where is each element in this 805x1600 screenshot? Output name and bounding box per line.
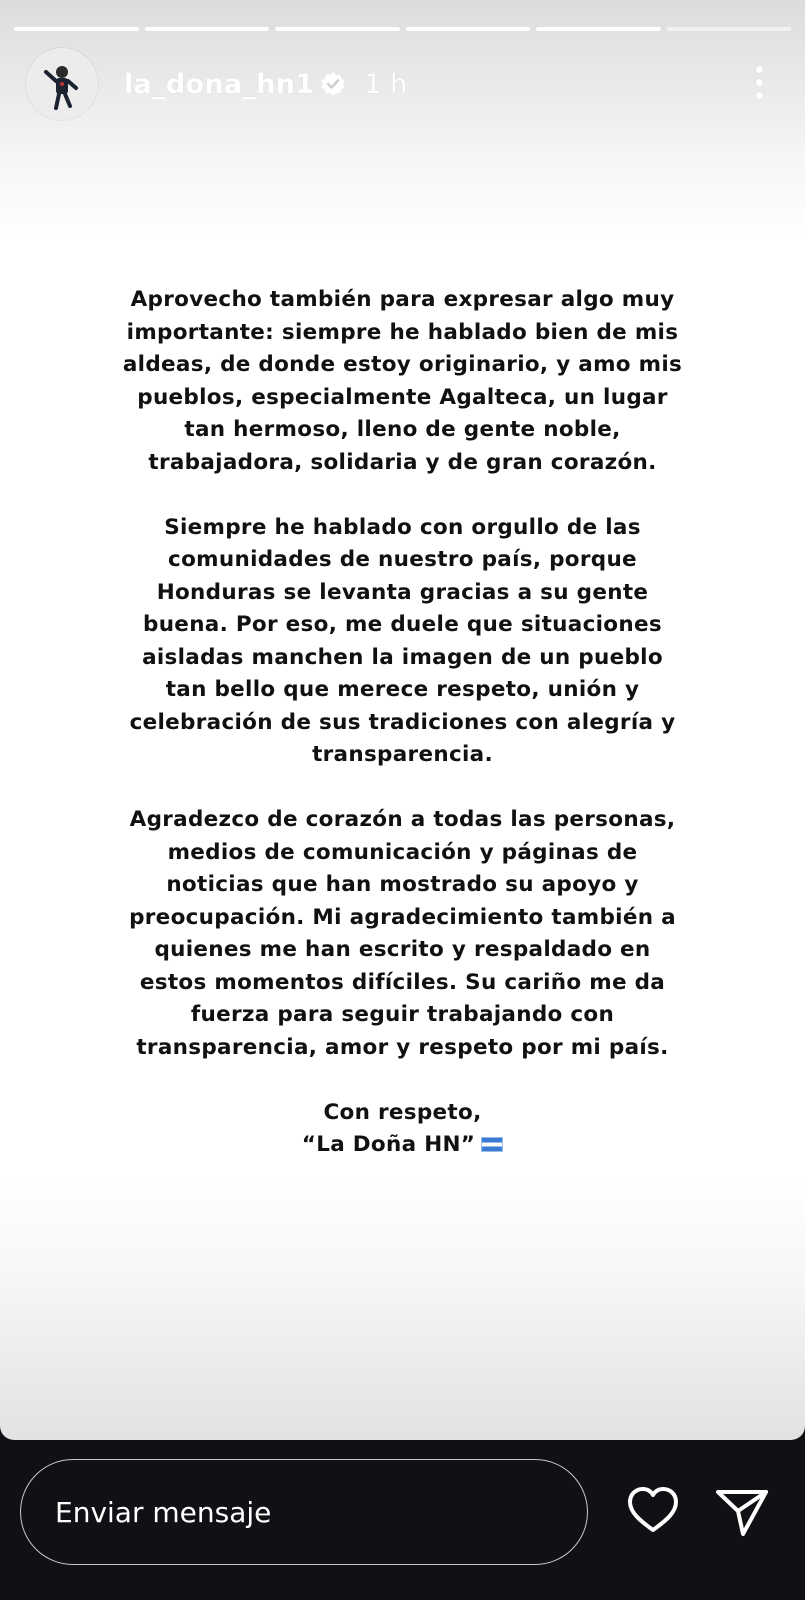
avatar[interactable] bbox=[26, 48, 98, 120]
more-vertical-icon bbox=[756, 66, 763, 73]
verified-badge-icon bbox=[320, 71, 346, 97]
story-text-content bbox=[120, 284, 685, 1162]
more-dot bbox=[756, 79, 763, 86]
progress-segment bbox=[406, 27, 531, 31]
send-icon[interactable] bbox=[714, 1483, 770, 1539]
paragraph: Aprovecho también para expresar algo muy importante: siempre he hablado bien de mis aldeas, de donde estoy originario, y amo mis pueblos, especialmente Agalteca, un lugar tan hermoso, lleno de gente noble, trabajadora, solidaria y de gran corazón. bbox=[122, 287, 683, 475]
paragraph: Siempre he hablado con orgullo de las comunidades de nuestro país, porque Honduras se levanta gracias a su gente buena. Por eso, me duele que situaciones aisladas manchen la imagen de un pueblo tan bello que merece respeto, unión y celebración de sus tradiciones con alegría y transparencia. bbox=[129, 514, 676, 767]
send-message-input[interactable] bbox=[20, 1459, 588, 1565]
story-header bbox=[26, 48, 765, 120]
story-progress-bar bbox=[14, 27, 791, 31]
progress-segment bbox=[145, 27, 270, 31]
honduras-flag-icon bbox=[481, 1137, 503, 1152]
avatar-person-icon bbox=[26, 48, 98, 120]
signature-line bbox=[120, 1129, 685, 1162]
story-timestamp: 1 h bbox=[364, 68, 408, 100]
signature: “La Doña HN” bbox=[301, 1132, 476, 1157]
story-username[interactable]: la_dona_hn1 bbox=[124, 68, 315, 100]
closing-line: Con respeto, bbox=[323, 1099, 482, 1125]
progress-segment-current bbox=[667, 27, 792, 31]
paragraph: Agradezco de corazón a todas las personas, medios de comunicación y páginas de noticias que han mostrado su apoyo y preocupación. Mi agradecimiento también a quienes me han escrito y respaldado en estos momentos difíciles. Su cariño me da fuerza para seguir trabajando con transparencia, amor y respeto por mi país. bbox=[129, 807, 676, 1060]
progress-segment bbox=[536, 27, 661, 31]
more-options-button[interactable] bbox=[753, 66, 765, 104]
progress-segment bbox=[14, 27, 139, 31]
progress-segment bbox=[275, 27, 400, 31]
more-dot bbox=[756, 92, 763, 99]
heart-icon[interactable] bbox=[625, 1483, 681, 1539]
